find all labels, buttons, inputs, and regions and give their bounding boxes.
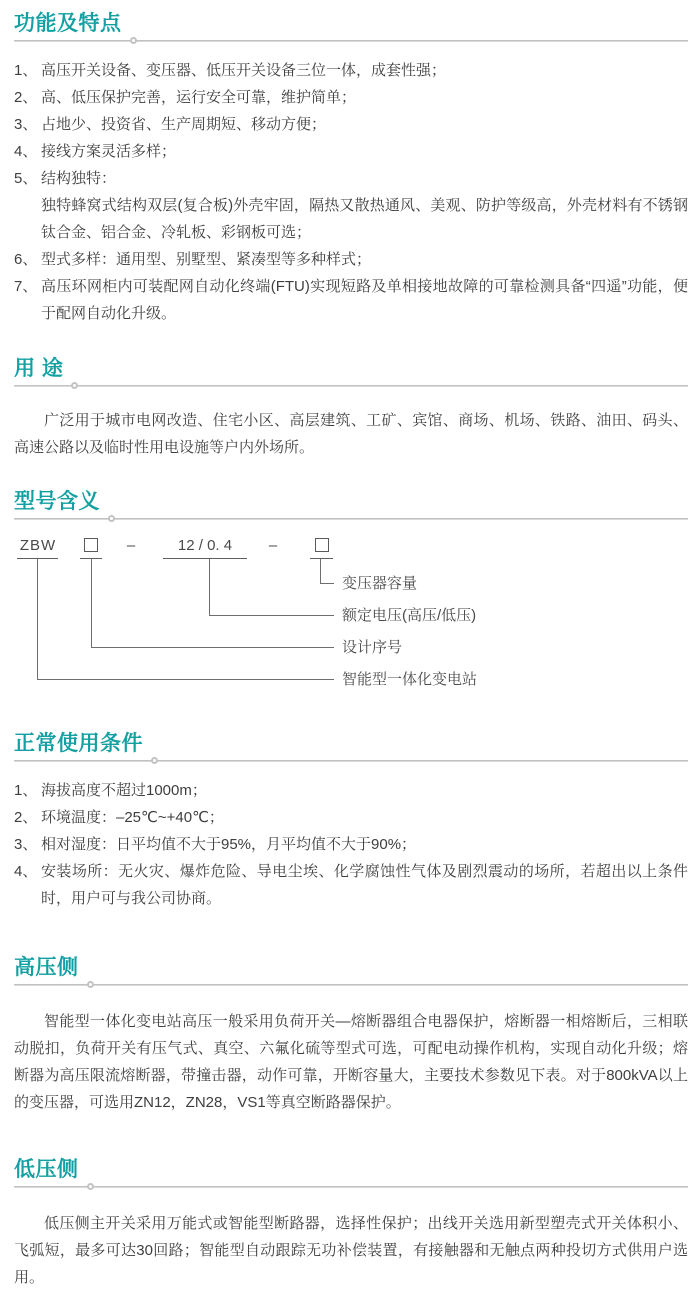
section-divider	[14, 518, 688, 520]
box-icon	[315, 538, 329, 552]
diagram-label-capacity: 变压器容量	[342, 575, 418, 592]
list-item	[14, 246, 688, 273]
item-text: 环境温度：–25℃~+40℃；	[41, 809, 224, 826]
section-title-lv: 低压侧	[14, 1158, 79, 1181]
list-item	[14, 111, 688, 138]
section-usage	[14, 358, 688, 461]
conditions-list	[14, 777, 688, 912]
diagram-label-design: 设计序号	[342, 639, 403, 656]
model-prefix: ZBW	[19, 537, 57, 554]
item-text: 结构独特：	[41, 170, 117, 187]
section-title-usage: 用 途	[14, 357, 64, 380]
list-item	[14, 777, 688, 804]
item-number: 6、	[14, 251, 38, 268]
section-divider	[14, 1186, 688, 1188]
item-text: 安装场所：无火灾、爆炸危险、导电尘埃、化学腐蚀性气体及剧烈震动的场所，若超出以上条件时，用户可与我公司协商。	[41, 863, 688, 907]
item-text: 型式多样：通用型、别墅型、紧凑型等多种样式；	[41, 251, 372, 268]
section-header	[14, 957, 688, 986]
features-list	[14, 57, 688, 327]
usage-paragraph: 广泛用于城市电网改造、住宅小区、高层建筑、工矿、宾馆、商场、机场、铁路、油田、码头、高速公路以及临时性用电设施等户内外场所。	[14, 412, 688, 456]
section-title-hv: 高压侧	[14, 956, 79, 979]
item-text: 海拔高度不超过1000m；	[41, 782, 207, 799]
item-text: 相对湿度：日平均值不大于95%，月平均值不大于90%；	[41, 836, 417, 853]
item-number: 5、	[14, 170, 38, 187]
item-text: 高压开关设备、变压器、低压开关设备三位一体，成套性强；	[41, 62, 447, 79]
divider-ring-icon	[151, 757, 158, 764]
section-divider	[14, 385, 688, 387]
divider-ring-icon	[87, 1183, 94, 1190]
section-header	[14, 13, 688, 42]
item-number: 1、	[14, 62, 38, 79]
divider-ring-icon	[108, 515, 115, 522]
item-text: 占地少、投资省、生产周期短、移动方便；	[41, 116, 327, 133]
item-text: 接线方案灵活多样；	[41, 143, 177, 160]
section-divider	[14, 984, 688, 986]
list-item	[14, 165, 688, 192]
section-features	[14, 13, 688, 327]
section-conditions	[14, 733, 688, 912]
model-voltage: 12 / 0. 4	[177, 537, 233, 554]
list-item	[14, 138, 688, 165]
section-divider	[14, 760, 688, 762]
lv-paragraph: 低压侧主开关采用万能式或智能型断路器，选择性保护；出线开关选用新型塑壳式开关体积小、飞弧短，最多可达30回路；智能型自动跟踪无功补偿装置，有接触器和无触点两种投切方式供用户选用。	[14, 1215, 688, 1286]
divider-ring-icon	[71, 382, 78, 389]
item-number: 2、	[14, 89, 38, 106]
item-number: 1、	[14, 782, 38, 799]
box-icon	[84, 538, 98, 552]
model-separator: –	[126, 537, 136, 554]
item-number: 3、	[14, 116, 38, 133]
section-title-features: 功能及特点	[14, 12, 122, 35]
list-item	[14, 831, 688, 858]
list-item	[14, 57, 688, 84]
list-item-continuation: 独特蜂窝式结构双层(复合板)外壳牢固，隔热又散热通风、美观、防护等级高，外壳材料有不锈钢钛合金、铝合金、冷轧板、彩钢板可选；	[41, 197, 688, 241]
item-number: 2、	[14, 809, 38, 826]
connector-line	[209, 559, 334, 616]
diagram-label-station: 智能型一体化变电站	[342, 671, 478, 688]
item-text: 高压环网柜内可装配网自动化终端(FTU)实现短路及单相接地故障的可靠检测具备“四遥”功能，便于配网自动化升级。	[41, 278, 688, 322]
section-title-model: 型号含义	[14, 490, 100, 513]
divider-ring-icon	[130, 37, 137, 44]
section-title-conditions: 正常使用条件	[14, 732, 143, 755]
model-separator: –	[268, 537, 278, 554]
section-header	[14, 1159, 688, 1188]
item-number: 4、	[14, 143, 38, 160]
section-low-voltage	[14, 1159, 688, 1291]
item-number: 4、	[14, 863, 38, 880]
section-model-meaning	[14, 491, 688, 697]
connector-line	[320, 559, 334, 584]
list-item	[14, 804, 688, 831]
section-divider	[14, 40, 688, 42]
item-text: 高、低压保护完善，运行安全可靠，维护简单；	[41, 89, 357, 106]
list-item	[14, 273, 688, 327]
diagram-label-voltage: 额定电压(高压/低压)	[342, 607, 477, 624]
divider-ring-icon	[87, 981, 94, 988]
model-code-diagram	[14, 537, 688, 697]
section-header	[14, 491, 688, 520]
capacity-placeholder-box	[310, 537, 333, 555]
item-number: 3、	[14, 836, 38, 853]
section-header	[14, 733, 688, 762]
item-number: 7、	[14, 278, 38, 295]
design-placeholder-box	[80, 537, 102, 555]
list-item	[14, 84, 688, 111]
list-item	[14, 858, 688, 912]
hv-paragraph: 智能型一体化变电站高压一般采用负荷开关—熔断器组合电器保护，熔断器一相熔断后，三相联动脱扣，负荷开关有压气式、真空、六氟化硫等型式可选，可配电动操作机构，实现自动化升级；熔断器为高压限流熔断器，带撞击器，动作可靠，开断容量大，主要技术参数见下表。对于800kVA以上的变压器，可选用ZN12，ZN28，VS1等真空断路器保护。	[14, 1013, 688, 1111]
section-high-voltage	[14, 957, 688, 1116]
section-header	[14, 358, 688, 387]
